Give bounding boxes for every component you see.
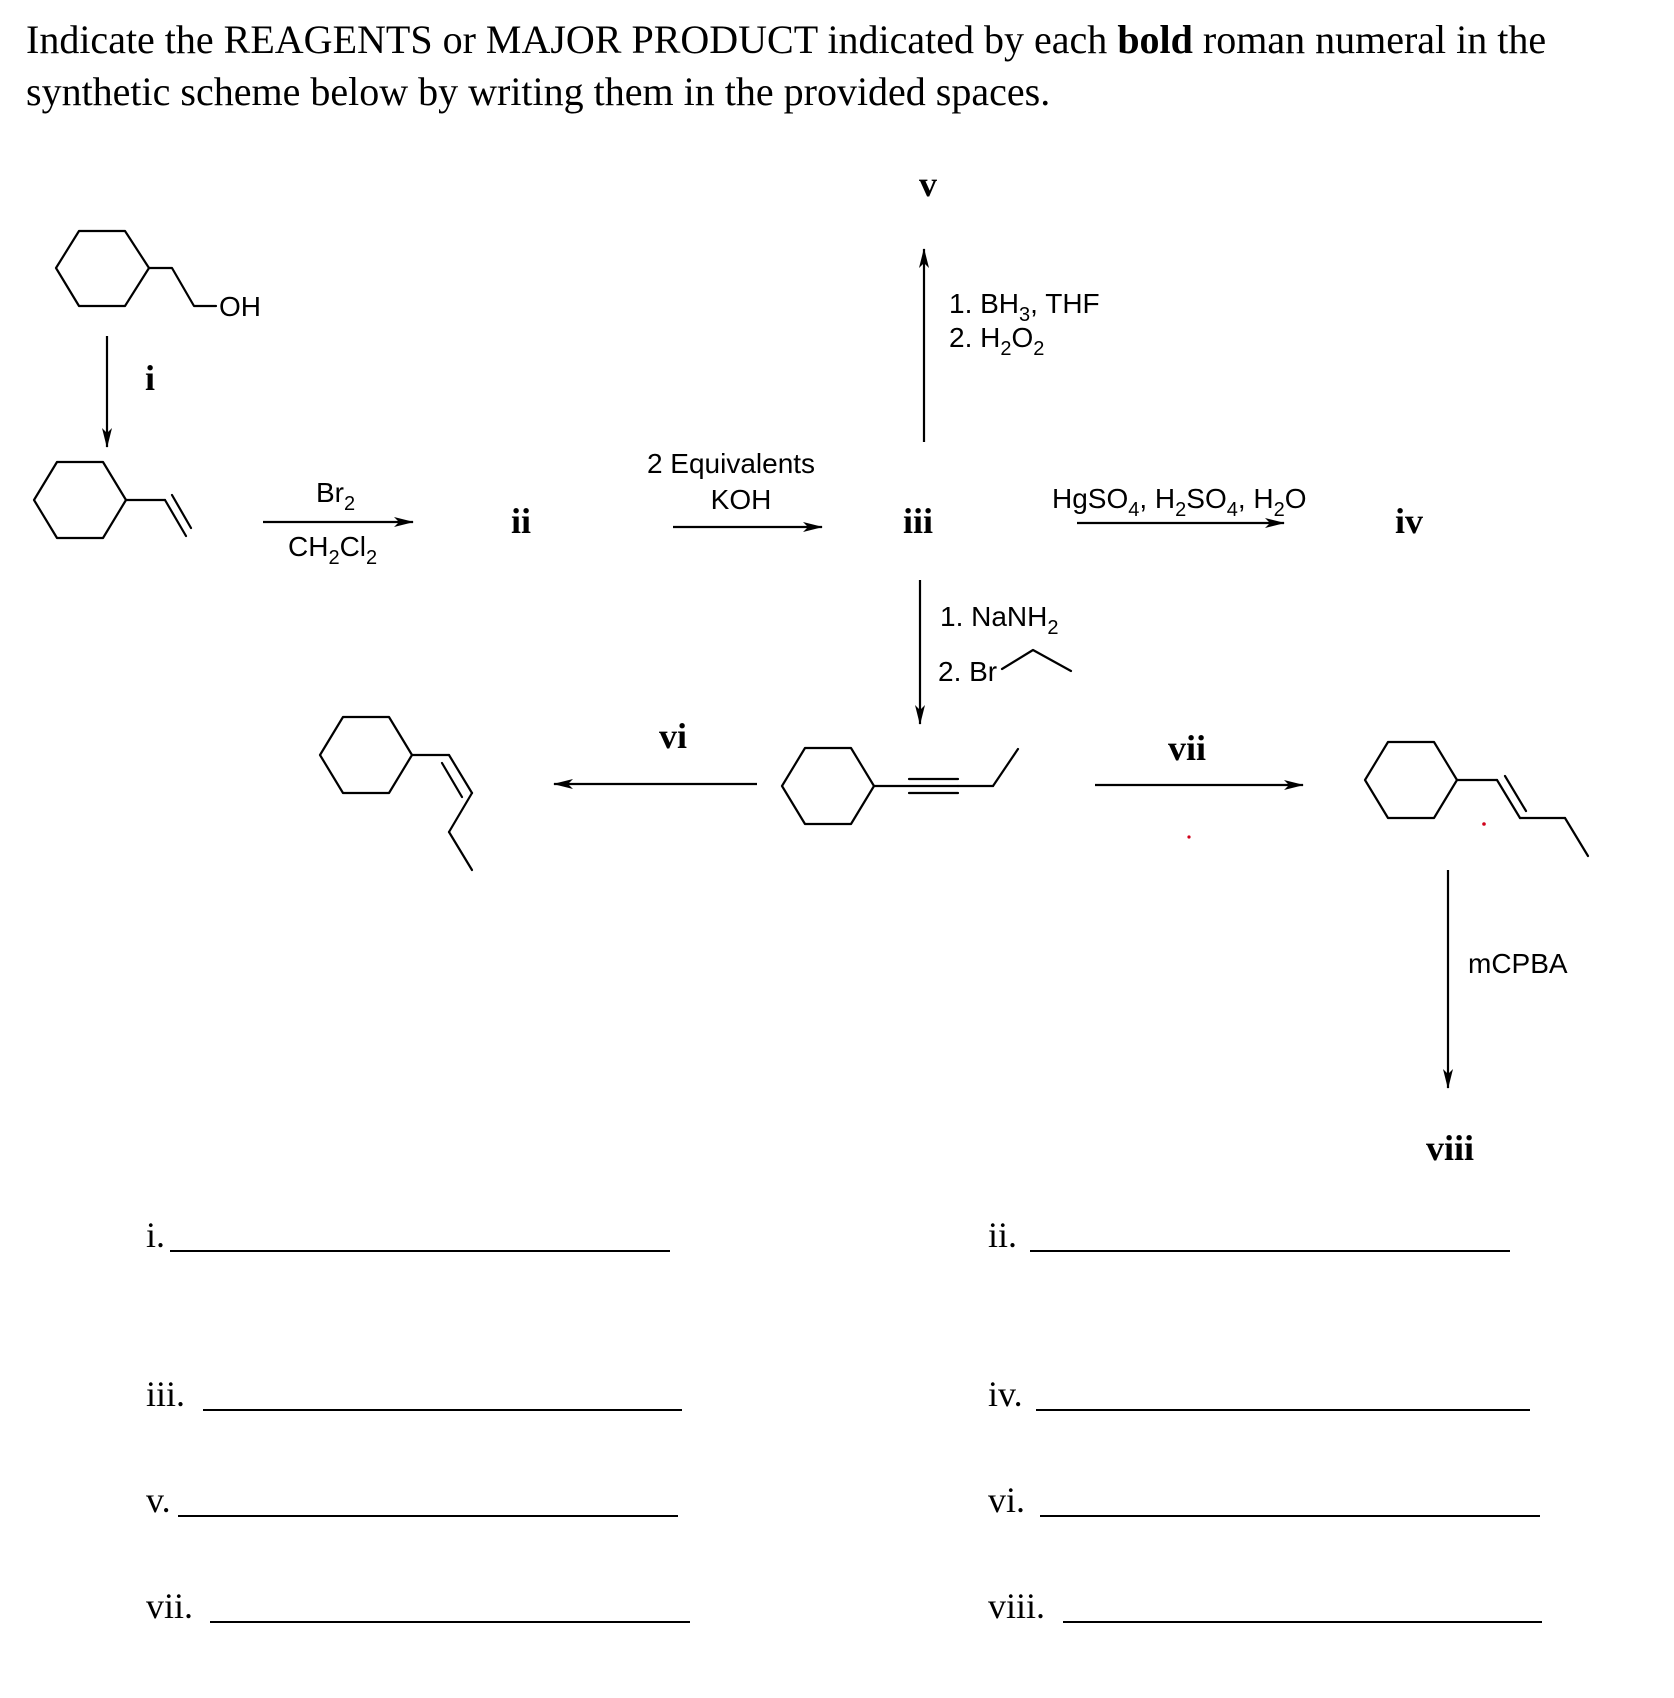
instructions-part1: Indicate the REAGENTS or MAJOR PRODUCT indicated by each xyxy=(26,17,1118,62)
reagent-bh3-thf: 1. $BH_3$, THF xyxy=(949,288,1100,326)
instructions-bold-word: bold xyxy=(1117,17,1193,62)
answer-label-vi: vi. xyxy=(988,1480,1026,1520)
red-dot xyxy=(1482,822,1486,826)
step-viii-label: viii xyxy=(1425,1128,1475,1168)
answer-blank-iv[interactable] xyxy=(988,1374,1530,1414)
trans-alkene-structure xyxy=(1365,742,1588,856)
step-ii-label: ii xyxy=(510,501,532,541)
reagent-ethyl-bromide: 2. Br xyxy=(938,656,998,687)
step-vi-label: vi xyxy=(658,716,688,756)
answer-blank-iii[interactable] xyxy=(146,1374,682,1414)
answer-label-i: i. xyxy=(146,1215,166,1255)
answer-label-vii: vii. xyxy=(146,1586,194,1626)
red-dot xyxy=(1187,835,1190,838)
cyclohexane-ring xyxy=(56,231,149,306)
step-vii-label: vii xyxy=(1167,728,1207,768)
step-iv-label: iv xyxy=(1394,501,1424,541)
answer-blank-viii[interactable] xyxy=(988,1586,1542,1626)
ethyl-chain xyxy=(149,268,216,306)
answer-blank-i[interactable] xyxy=(146,1215,670,1255)
answer-label-iii: iii. xyxy=(146,1374,186,1414)
answer-blank-vi[interactable] xyxy=(988,1480,1540,1520)
step-iii-label: iii xyxy=(902,501,934,541)
step-i-label: i xyxy=(144,358,156,398)
cis-alkene-structure xyxy=(320,717,472,870)
answer-blank-v[interactable] xyxy=(146,1480,678,1520)
instructions-part2: roman numeral in the synthetic scheme below by writing them in the provided spaces. xyxy=(26,17,1547,114)
step-v-label: v xyxy=(919,164,937,204)
reagent-ch2cl2: $CH_2Cl_2$ xyxy=(288,531,378,569)
answer-label-v: v. xyxy=(146,1480,171,1520)
reagent-2-equivalents: 2 Equivalents xyxy=(646,448,816,479)
answer-blank-ii[interactable] xyxy=(988,1215,1510,1255)
reagent-h2o2: 2. $H_2O_2$ xyxy=(949,322,1045,360)
oh-label: OH xyxy=(219,291,261,322)
reagent-mcpba: mCPBA xyxy=(1468,948,1568,979)
alkyne-structure xyxy=(782,748,1018,824)
reagent-koh: KOH xyxy=(710,484,772,515)
reagent-nanh2: 1. NaNH$_2$ xyxy=(940,601,1059,639)
answer-label-ii: ii. xyxy=(988,1215,1018,1255)
reagent-hgso4-h2so4-h2o: HgSO$_4$, $H_2SO_4$, $H_2O$ xyxy=(1052,483,1307,521)
answer-label-viii: viii. xyxy=(988,1586,1046,1626)
answer-blank-vii[interactable] xyxy=(146,1586,690,1626)
ethyl-bromide-chain xyxy=(1002,650,1071,671)
vinylcyclohexane-structure xyxy=(34,462,191,538)
answer-label-iv: iv. xyxy=(988,1374,1023,1414)
reagent-br2: $Br_2$ xyxy=(316,477,356,515)
start-alcohol-structure xyxy=(56,231,261,322)
